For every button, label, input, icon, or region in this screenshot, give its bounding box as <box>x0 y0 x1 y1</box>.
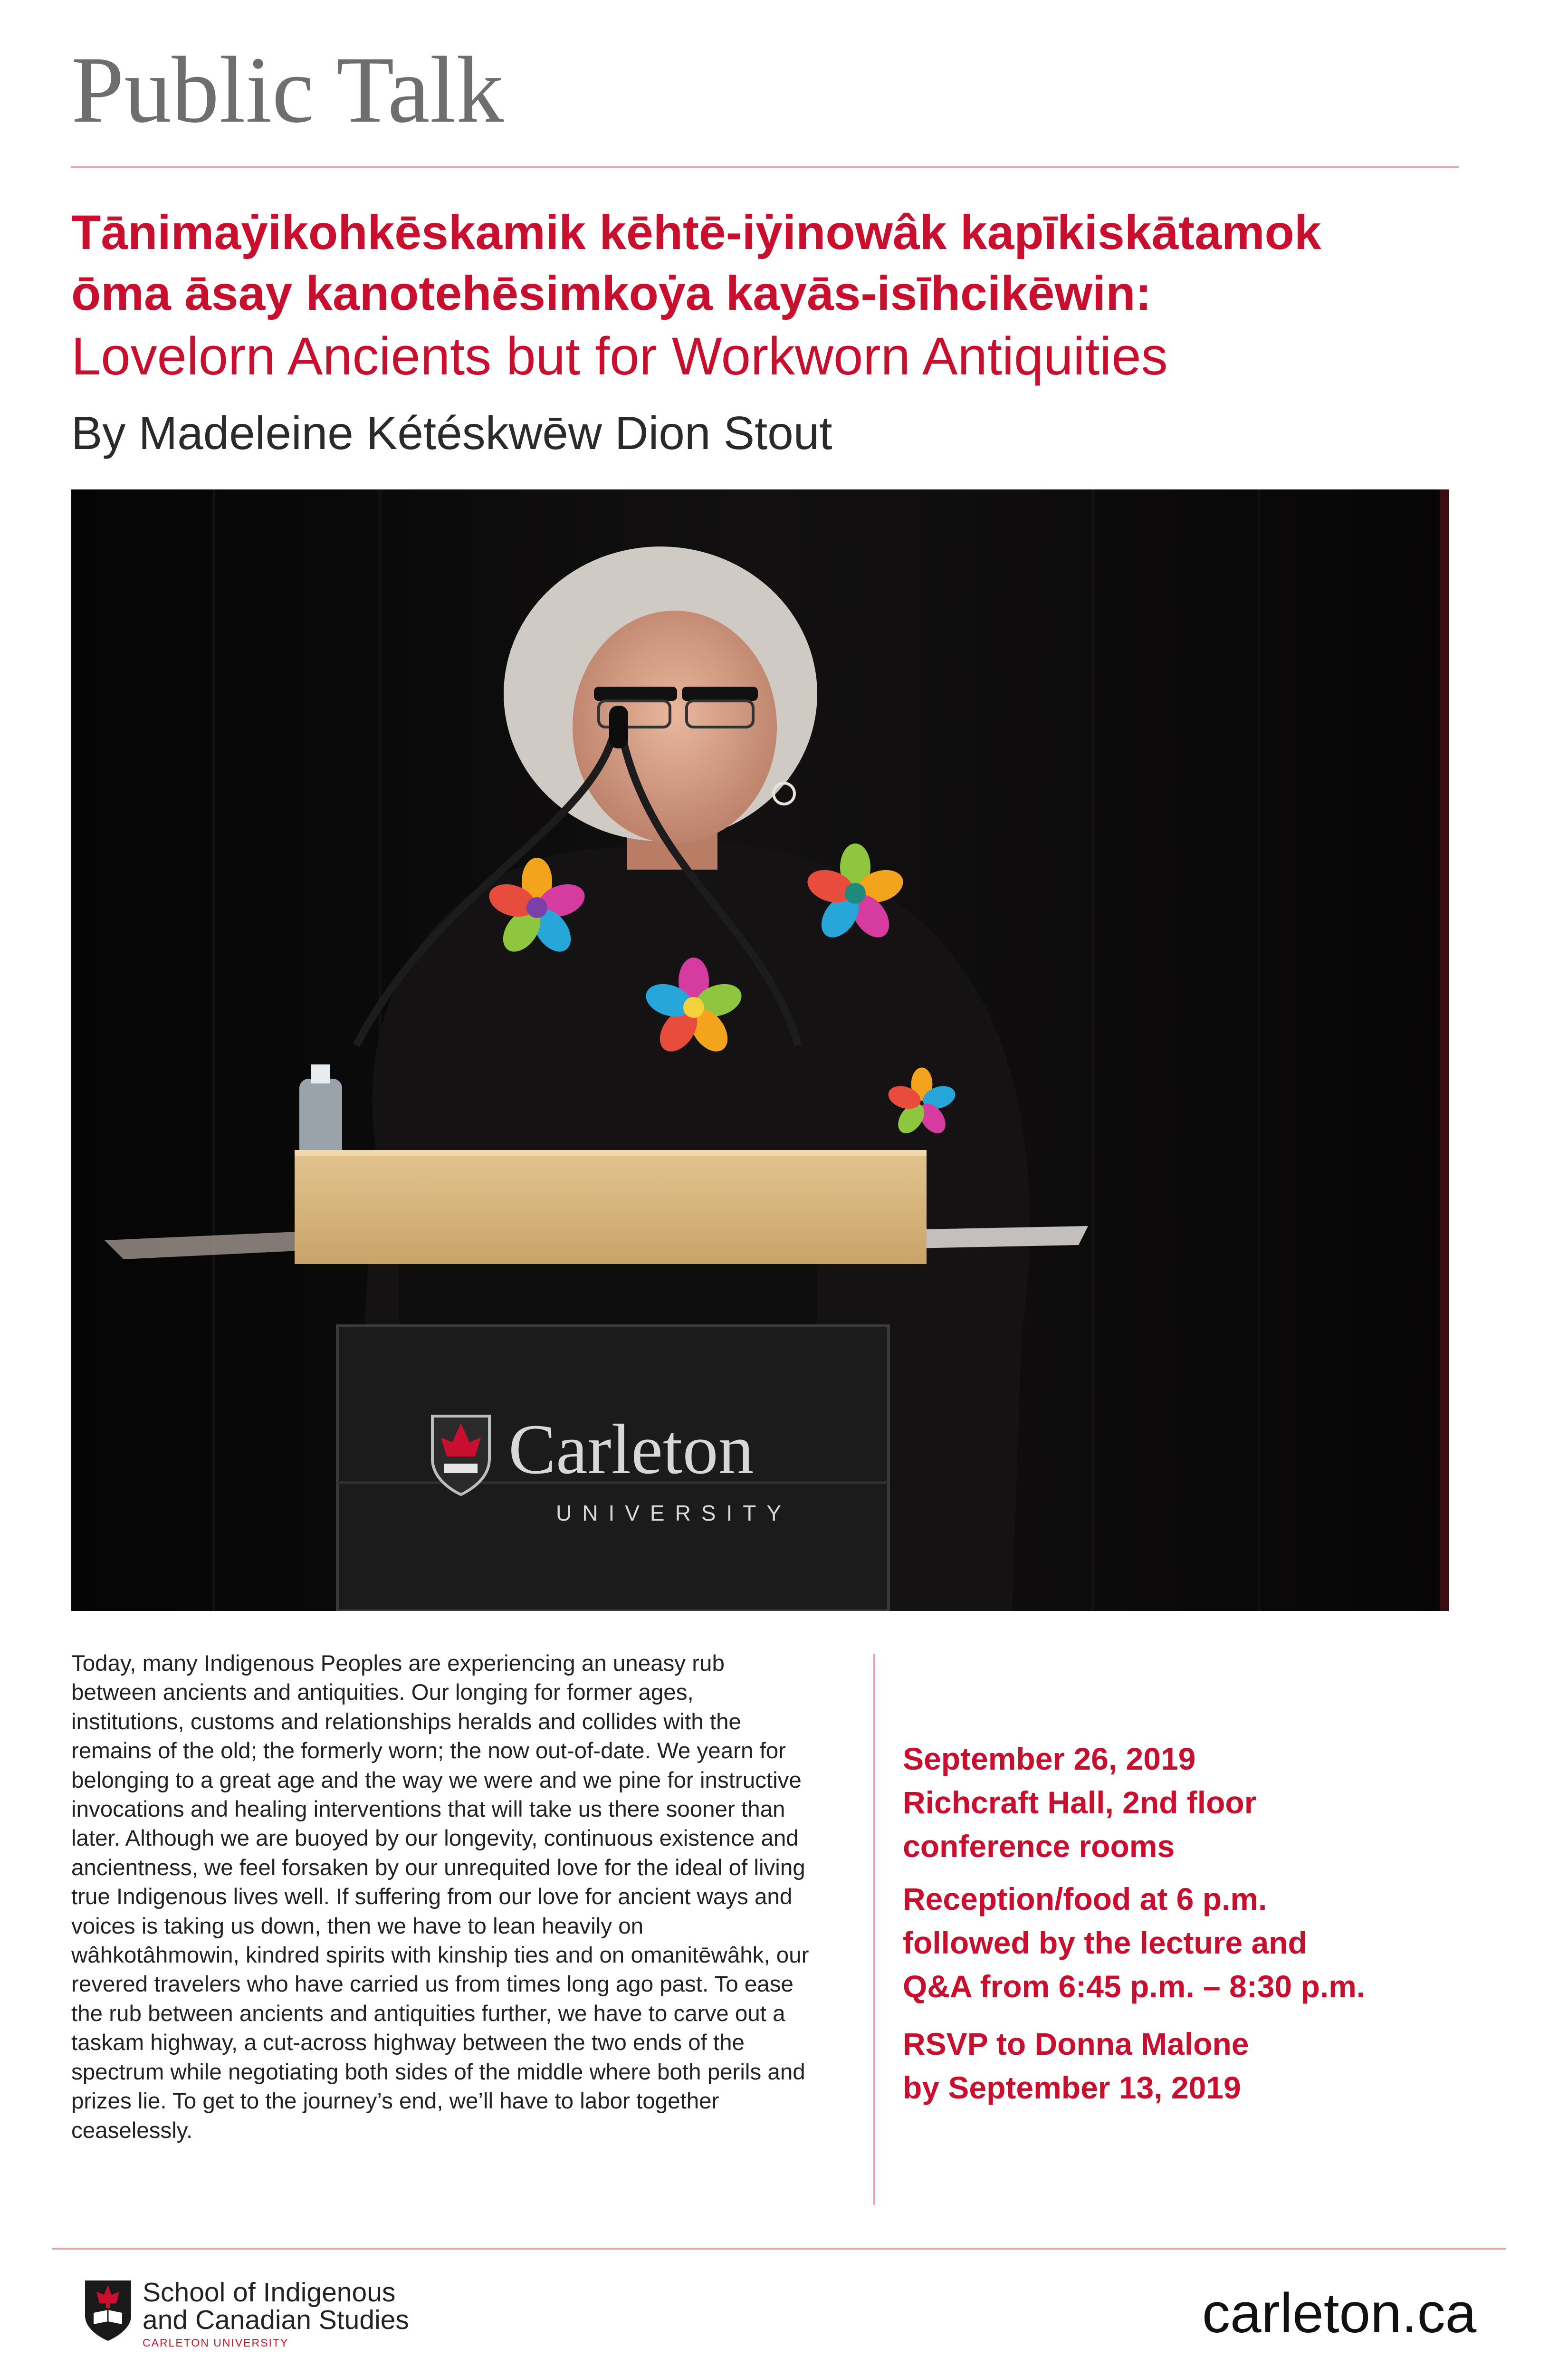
event-schedule-line1: Reception/food at 6 p.m. <box>903 1881 1267 1916</box>
event-location-line1: Richcraft Hall, 2nd floor <box>903 1785 1257 1820</box>
event-rsvp-line1: RSVP to Donna Malone <box>903 2026 1249 2061</box>
top-divider <box>71 166 1459 168</box>
talk-title-cree <box>71 202 1473 324</box>
event-date: September 26, 2019 <box>903 1741 1196 1776</box>
talk-title-english: Lovelorn Ancients but for Workworn Antiquities <box>71 326 1168 386</box>
speaker-photo <box>71 489 1449 1611</box>
event-schedule-line3: Q&A from 6:45 p.m. – 8:30 p.m. <box>903 1969 1366 2004</box>
school-name-line2: and Canadian Studies <box>143 2305 409 2335</box>
carleton-shield-icon <box>83 2279 133 2345</box>
event-date-location <box>903 1737 1256 1868</box>
school-university: CARLETON UNIVERSITY <box>143 2337 289 2349</box>
school-name-line1: School of Indigenous <box>143 2277 396 2308</box>
website-link[interactable]: carleton.ca <box>1202 2282 1477 2345</box>
page-title: Public Talk <box>71 38 504 143</box>
talk-title-cree-line1: Tānimaẏikohkēskamik kēhtē-iẏinowâk kapīkiskātamok <box>71 205 1321 259</box>
speaker-byline: By Madeleine Kétéskwēw Dion Stout <box>71 407 832 459</box>
column-divider <box>873 1654 875 2205</box>
talk-description: Today, many Indigenous Peoples are experiencing an uneasy rub between ancients and antiquities. Our longing for former ages, institutions, customs and relationships heralds and collides with the remains of the old; the formerly worn; the now out-of-date. We yearn for belonging to a great age and the way we were and we pine for instructive invocations and healing interventions that will take us there sooner than later. Although we are buoyed by our longevity, continuous existence and ancientness, we feel forsaken by our unrequited love for the ideal of living true Indigenous lives well. If suffering from our love for ancient ways and voices is taking us down, then we have to lean heavily on wâhkotâhmowin, kindred spirits with kinship ties and on omanitēwâhk, our revered travelers who have carried us from times long ago past. To ease the rub between ancients and antiquities further, we have to carve out a taskam highway, a cut-across highway between the two ends of the spectrum while negotiating both sides of the middle where both perils and prizes lie. To get to the journey’s end, we’ll have to labor together ceaselessly. <box>71 1651 809 2143</box>
bottom-divider <box>52 2248 1506 2250</box>
event-schedule-line2: followed by the lecture and <box>903 1925 1307 1960</box>
podium-logo-sub: UNIVERSITY <box>556 1501 792 1525</box>
podium-logo-name: Carleton <box>508 1410 754 1489</box>
event-location-line2: conference rooms <box>903 1829 1175 1864</box>
talk-title-cree-line2: ōma āsay kanotehēsimkoẏa kayās-isīhcikēwin: <box>71 266 1152 320</box>
event-rsvp-line2: by September 13, 2019 <box>903 2070 1241 2105</box>
event-schedule <box>903 1877 1365 2008</box>
event-rsvp <box>903 2022 1249 2109</box>
school-name <box>143 2279 409 2350</box>
